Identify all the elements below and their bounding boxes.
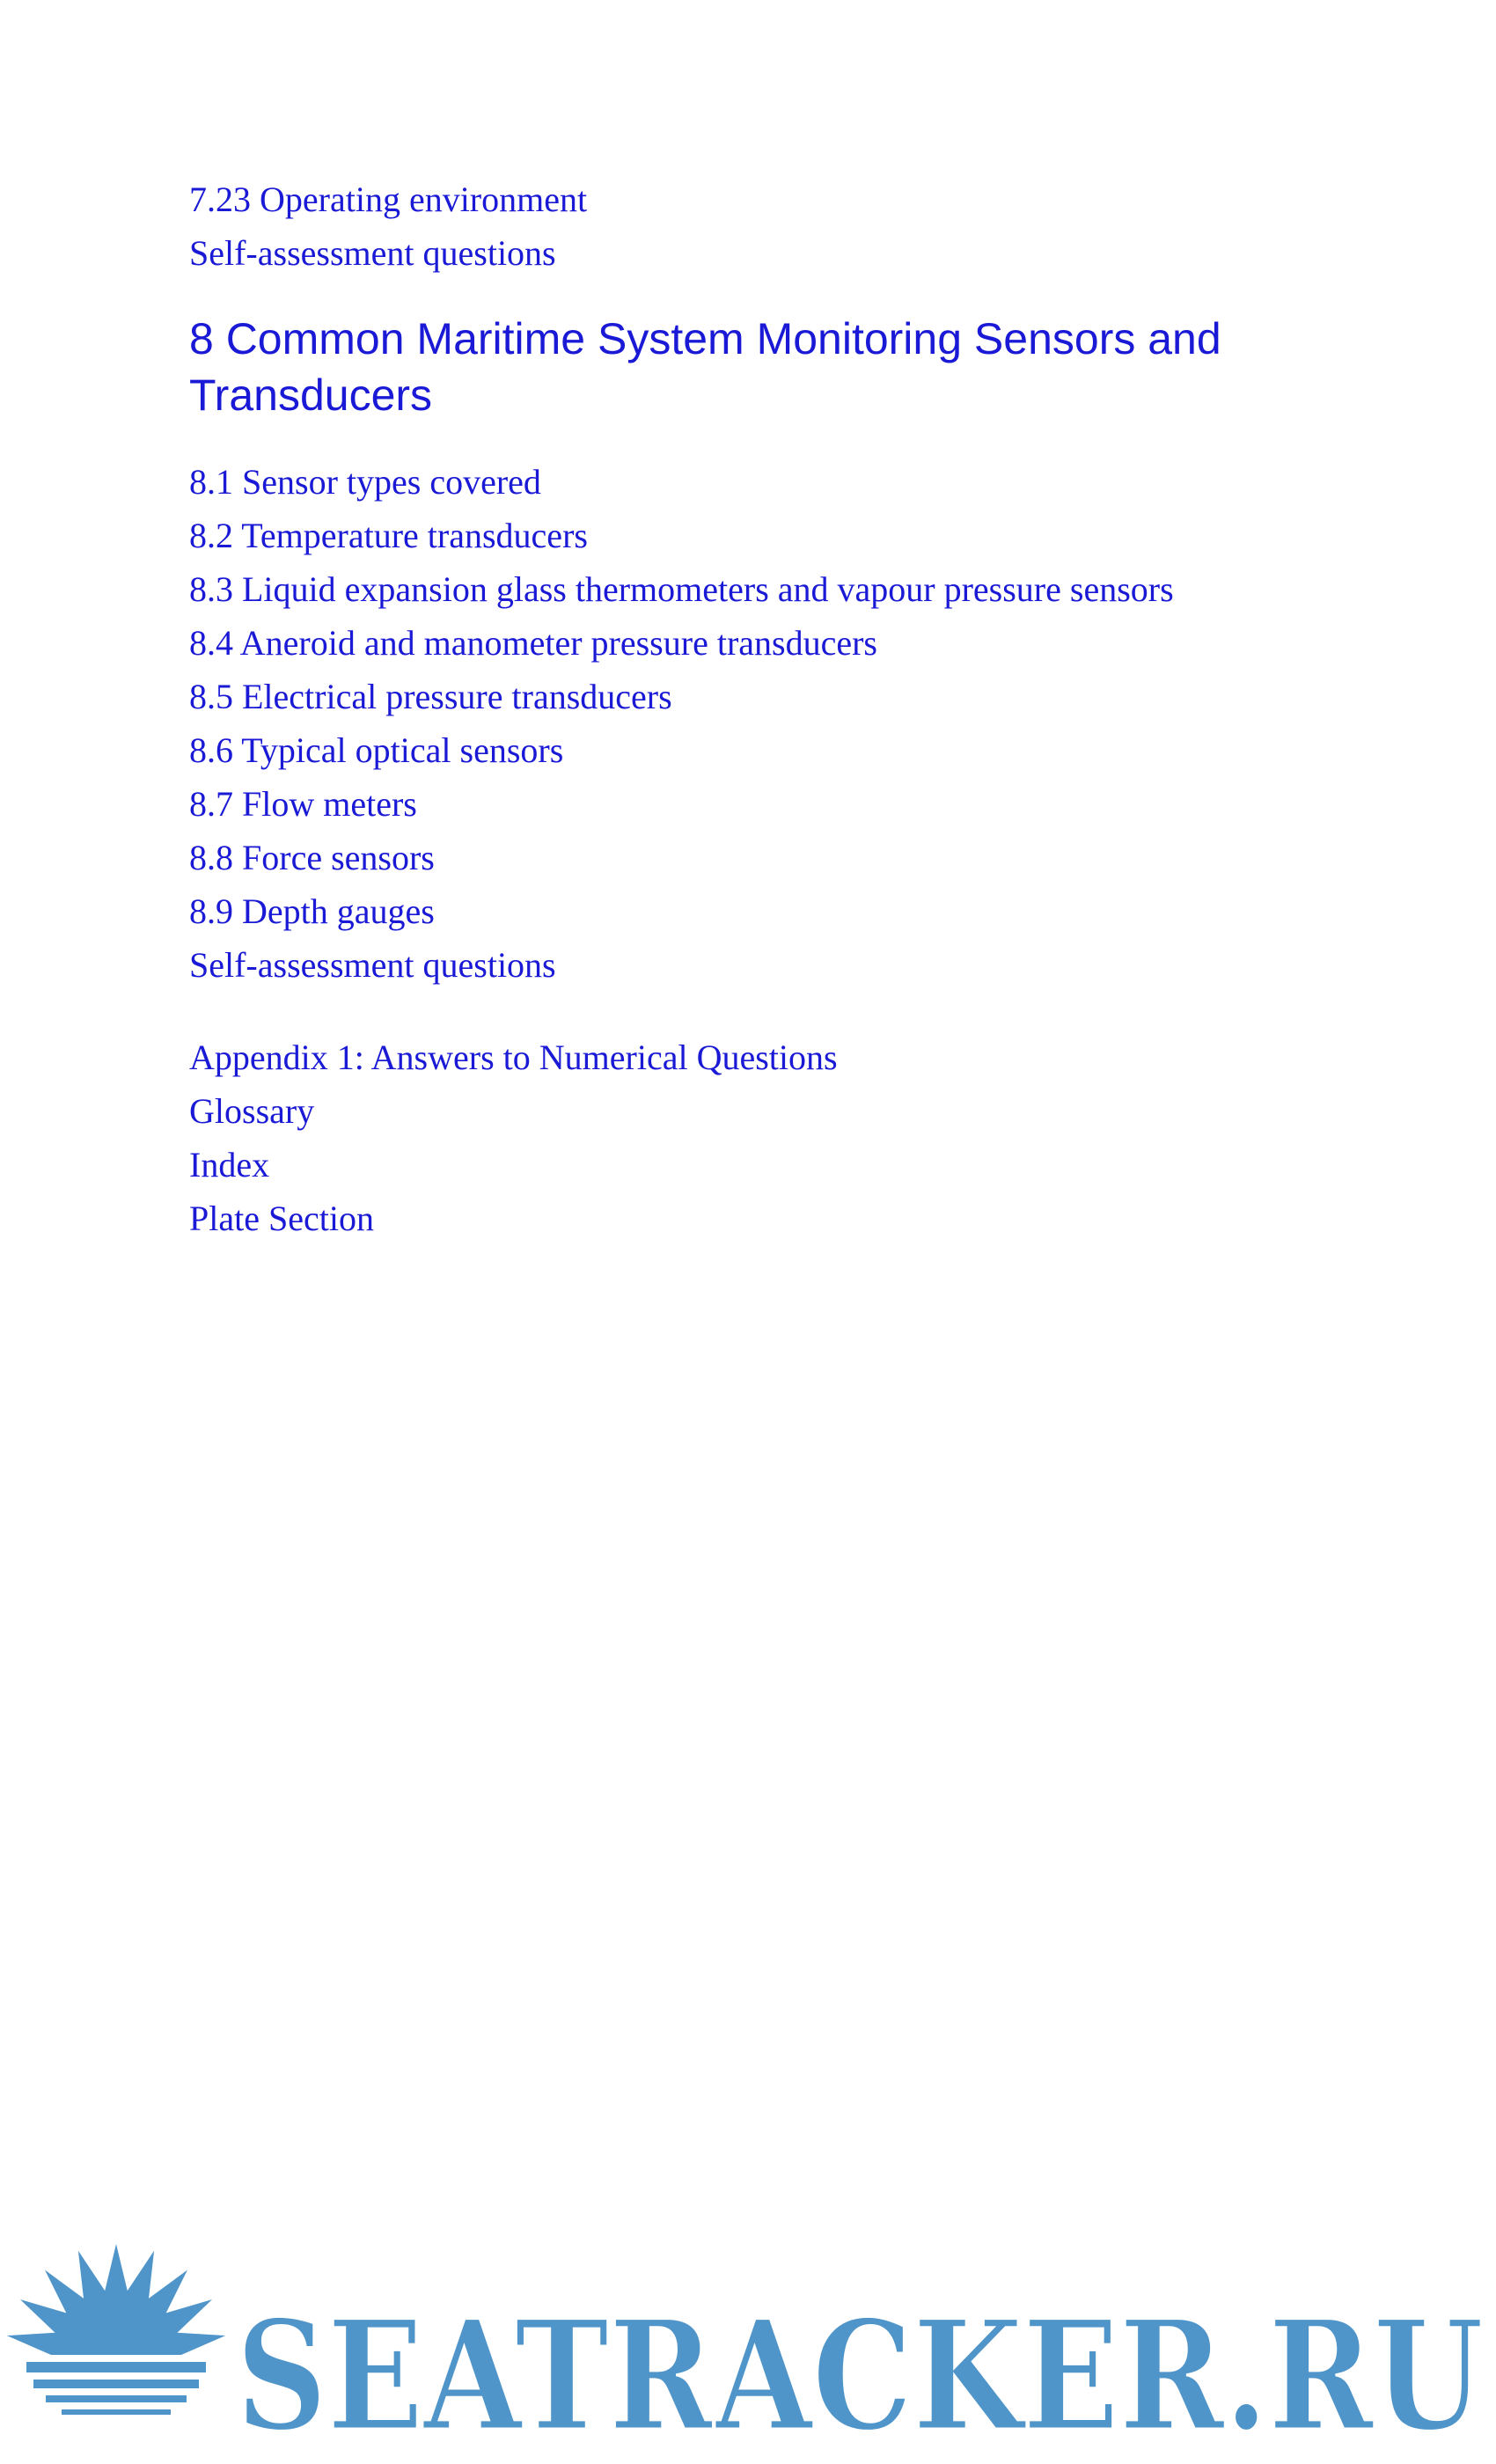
seatracker-watermark	[0, 2242, 1496, 2464]
toc-link-index[interactable]: Index	[189, 1145, 270, 1184]
toc-link-8-5[interactable]: 8.5 Electrical pressure transducers	[189, 677, 672, 716]
sun-logo-icon	[7, 2244, 225, 2464]
toc-link-8-6[interactable]: 8.6 Typical optical sensors	[189, 730, 564, 770]
toc-link-plate-section[interactable]: Plate Section	[189, 1199, 374, 1238]
table-of-contents	[189, 172, 1333, 1245]
toc-link-8-2[interactable]: 8.2 Temperature transducers	[189, 516, 588, 555]
toc-link-8-1[interactable]: 8.1 Sensor types covered	[189, 462, 541, 502]
toc-link-8-7[interactable]: 8.7 Flow meters	[189, 784, 417, 824]
toc-link-7-23[interactable]: 7.23 Operating environment	[189, 180, 588, 219]
toc-link-8-4[interactable]: 8.4 Aneroid and manometer pressure transducers	[189, 623, 877, 663]
toc-link-8-8[interactable]: 8.8 Force sensors	[189, 838, 435, 877]
toc-link-8-3[interactable]: 8.3 Liquid expansion glass thermometers and vapour pressure sensors	[189, 569, 1174, 609]
section-spacer	[189, 992, 1333, 1030]
toc-link-8-9[interactable]: 8.9 Depth gauges	[189, 891, 435, 931]
watermark-text: SEATRACKER.RU	[236, 2286, 1484, 2464]
toc-link-glossary[interactable]: Glossary	[189, 1091, 315, 1131]
toc-link-ch7-self-assessment[interactable]: Self-assessment questions	[189, 233, 556, 273]
toc-link-appendix-1[interactable]: Appendix 1: Answers to Numerical Questions	[189, 1038, 838, 1077]
toc-link-ch8-self-assessment[interactable]: Self-assessment questions	[189, 945, 556, 985]
chapter-8-heading[interactable]: 8 Common Maritime System Monitoring Sensors and Transducers	[189, 314, 1221, 420]
